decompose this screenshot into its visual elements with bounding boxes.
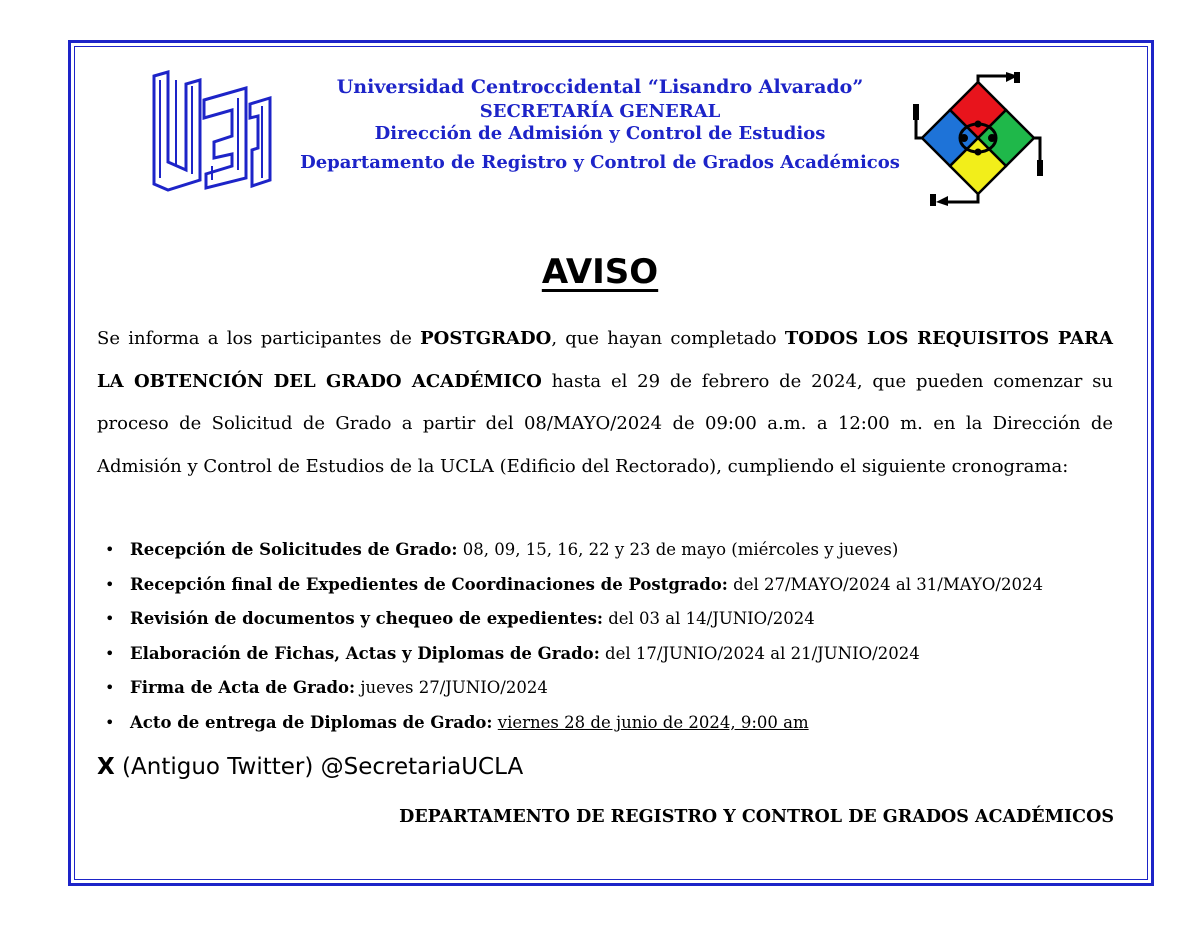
footer-department: DEPARTAMENTO DE REGISTRO Y CONTROL DE GRADOS ACADÉMICOS <box>399 807 1114 827</box>
list-item: • Firma de Acta de Grado: jueves 27/JUNIO/2024 <box>97 671 1117 706</box>
social-handle: X (Antiguo Twitter) @SecretariaUCLA <box>97 754 524 780</box>
postgrado-emphasis: POSTGRADO <box>420 328 552 349</box>
list-item: • Revisión de documentos y chequeo de expedientes: del 03 al 14/JUNIO/2024 <box>97 602 1117 637</box>
direccion-name: Dirección de Admisión y Control de Estudios <box>374 123 826 144</box>
admission-logo <box>906 72 1054 206</box>
departamento-name: Departamento de Registro y Control de Grados Académicos <box>300 152 900 173</box>
institution-header <box>290 74 910 181</box>
secretaria-general: SECRETARÍA GENERAL <box>479 101 721 122</box>
schedule-list <box>97 533 1117 741</box>
list-item: • Elaboración de Fichas, Actas y Diplomas de Grado: del 17/JUNIO/2024 al 21/JUNIO/2024 <box>97 637 1117 672</box>
list-item: • Recepción final de Expedientes de Coordinaciones de Postgrado: del 27/MAYO/2024 al 31/MAYO/2024 <box>97 568 1117 603</box>
x-network-label: X <box>97 754 115 780</box>
notice-title: AVISO <box>541 252 659 292</box>
notice-paragraph: Se informa a los participantes de POSTGRADO, que hayan completado TODOS LOS REQUISITOS PARA LA OBTENCIÓN DEL GRADO ACADÉMICO hasta el 29 de febrero de 2024, que pueden comenzar su proceso de Solicitud de Grado a partir del 08/MAYO/2024 de 09:00 a.m. a 12:00 m. en la Dirección de Admisión y Control de Estudios de la UCLA (Edificio del Rectorado), cumpliendo el siguiente cronograma: <box>97 328 1113 477</box>
list-item: • Recepción de Solicitudes de Grado: 08, 09, 15, 16, 22 y 23 de mayo (miércoles y jueves) <box>97 533 1117 568</box>
ceremony-date: viernes 28 de junio de 2024, 9:00 am <box>497 712 809 732</box>
university-name: Universidad Centroccidental “Lisandro Alvarado” <box>336 76 864 98</box>
list-item: • Acto de entrega de Diplomas de Grado: viernes 28 de junio de 2024, 9:00 am <box>97 706 1117 741</box>
requisitos-emphasis: TODOS LOS REQUISITOS PARA LA OBTENCIÓN DEL GRADO ACADÉMICO <box>97 328 1113 392</box>
ucla-logo <box>146 70 278 194</box>
